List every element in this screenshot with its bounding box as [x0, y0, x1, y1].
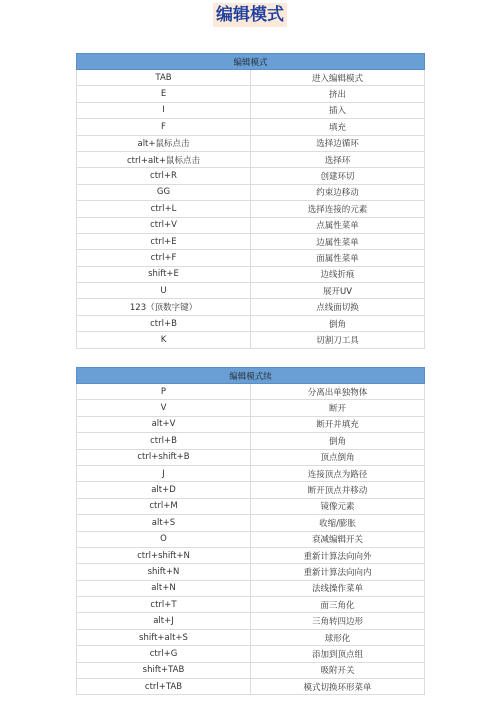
shortcut-action-cell: 选择边循环	[251, 135, 425, 151]
shortcut-table-edit-mode-continued	[76, 367, 425, 695]
shortcut-action-cell: 展开UV	[251, 283, 425, 299]
table-header: 编辑模式	[77, 54, 425, 70]
table-header-row	[77, 368, 425, 384]
shortcut-key-cell: F	[77, 119, 251, 135]
shortcut-key-cell: alt+D	[77, 482, 251, 498]
shortcut-action-cell: 面属性菜单	[251, 250, 425, 266]
shortcut-action-cell: 模式切换环形菜单	[251, 679, 425, 695]
table-header: 编辑模式续	[77, 368, 425, 384]
shortcut-key-cell: ctrl+TAB	[77, 679, 251, 695]
shortcut-key-cell: I	[77, 102, 251, 118]
table-row	[77, 250, 425, 266]
shortcut-action-cell: 球形化	[251, 629, 425, 645]
shortcut-action-cell: 连接顶点为路径	[251, 465, 425, 481]
shortcut-action-cell: 添加到顶点组	[251, 646, 425, 662]
shortcut-key-cell: alt+N	[77, 580, 251, 596]
shortcut-key-cell: ctrl+B	[77, 315, 251, 331]
shortcut-key-cell: alt+鼠标点击	[77, 135, 251, 151]
shortcut-key-cell: shift+E	[77, 266, 251, 282]
table-row	[77, 662, 425, 678]
shortcut-key-cell: alt+S	[77, 515, 251, 531]
table-row	[77, 679, 425, 695]
shortcut-key-cell: ctrl+L	[77, 201, 251, 217]
shortcut-action-cell: 断开并填充	[251, 416, 425, 432]
shortcut-action-cell: 约束边移动	[251, 184, 425, 200]
shortcut-key-cell: P	[77, 384, 251, 400]
shortcut-action-cell: 插入	[251, 102, 425, 118]
shortcut-key-cell: ctrl+shift+B	[77, 449, 251, 465]
table-row	[77, 564, 425, 580]
table-row	[77, 86, 425, 102]
shortcut-action-cell: 边线折痕	[251, 266, 425, 282]
shortcut-key-cell: ctrl+alt+鼠标点击	[77, 151, 251, 167]
shortcut-action-cell: 法线操作菜单	[251, 580, 425, 596]
shortcut-action-cell: 点属性菜单	[251, 217, 425, 233]
table-row	[77, 201, 425, 217]
table-row	[77, 299, 425, 315]
shortcut-key-cell: ctrl+shift+N	[77, 547, 251, 563]
shortcut-action-cell: 分离出单独物体	[251, 384, 425, 400]
shortcut-key-cell: ctrl+E	[77, 233, 251, 249]
shortcut-key-cell: K	[77, 332, 251, 348]
table-row	[77, 384, 425, 400]
table-row	[77, 70, 425, 86]
table-row	[77, 119, 425, 135]
table-row	[77, 515, 425, 531]
table-row	[77, 531, 425, 547]
shortcut-action-cell: 切割刀工具	[251, 332, 425, 348]
page-title-wrapper	[0, 3, 500, 27]
shortcut-key-cell: U	[77, 283, 251, 299]
shortcut-key-cell: ctrl+B	[77, 433, 251, 449]
shortcut-action-cell: 三角转四边形	[251, 613, 425, 629]
shortcut-key-cell: shift+alt+S	[77, 629, 251, 645]
shortcut-action-cell: 边属性菜单	[251, 233, 425, 249]
shortcut-key-cell: E	[77, 86, 251, 102]
page-title: 编辑模式	[213, 3, 287, 27]
shortcut-action-cell: 挤出	[251, 86, 425, 102]
table-row	[77, 332, 425, 348]
shortcut-action-cell: 进入编辑模式	[251, 70, 425, 86]
shortcut-action-cell: 收缩/膨胀	[251, 515, 425, 531]
shortcut-action-cell: 面三角化	[251, 597, 425, 613]
shortcut-action-cell: 重新计算法向向内	[251, 564, 425, 580]
shortcut-action-cell: 倒角	[251, 433, 425, 449]
table-row	[77, 646, 425, 662]
shortcut-action-cell: 断开顶点并移动	[251, 482, 425, 498]
table-row	[77, 597, 425, 613]
shortcut-key-cell: shift+N	[77, 564, 251, 580]
table-row	[77, 315, 425, 331]
shortcut-action-cell: 衰减编辑开关	[251, 531, 425, 547]
table-row	[77, 498, 425, 514]
shortcut-action-cell: 镜像元素	[251, 498, 425, 514]
shortcut-action-cell: 填充	[251, 119, 425, 135]
shortcut-key-cell: TAB	[77, 70, 251, 86]
table-row	[77, 547, 425, 563]
shortcut-table-edit-mode	[76, 53, 425, 349]
shortcut-action-cell: 倒角	[251, 315, 425, 331]
shortcut-action-cell: 重新计算法向向外	[251, 547, 425, 563]
table-row	[77, 482, 425, 498]
table-row	[77, 580, 425, 596]
shortcut-action-cell: 吸附开关	[251, 662, 425, 678]
shortcut-key-cell: ctrl+T	[77, 597, 251, 613]
table-row	[77, 613, 425, 629]
table-row	[77, 629, 425, 645]
table-row	[77, 449, 425, 465]
shortcut-action-cell: 创建环切	[251, 168, 425, 184]
shortcut-key-cell: shift+TAB	[77, 662, 251, 678]
shortcut-key-cell: alt+J	[77, 613, 251, 629]
shortcut-key-cell: ctrl+V	[77, 217, 251, 233]
table-row	[77, 217, 425, 233]
shortcut-action-cell: 选择环	[251, 151, 425, 167]
shortcut-key-cell: ctrl+R	[77, 168, 251, 184]
table-row	[77, 400, 425, 416]
shortcut-action-cell: 选择连接的元素	[251, 201, 425, 217]
shortcut-key-cell: J	[77, 465, 251, 481]
table-row	[77, 168, 425, 184]
shortcut-key-cell: O	[77, 531, 251, 547]
shortcut-key-cell: ctrl+M	[77, 498, 251, 514]
shortcut-key-cell: ctrl+G	[77, 646, 251, 662]
shortcut-key-cell: alt+V	[77, 416, 251, 432]
table-row	[77, 266, 425, 282]
shortcut-key-cell: V	[77, 400, 251, 416]
shortcut-action-cell: 断开	[251, 400, 425, 416]
table-row	[77, 184, 425, 200]
table-row	[77, 283, 425, 299]
table-row	[77, 416, 425, 432]
table-row	[77, 233, 425, 249]
shortcut-action-cell: 点线面切换	[251, 299, 425, 315]
shortcut-key-cell: ctrl+F	[77, 250, 251, 266]
table-row	[77, 433, 425, 449]
shortcut-action-cell: 顶点倒角	[251, 449, 425, 465]
table-row	[77, 465, 425, 481]
shortcut-key-cell: GG	[77, 184, 251, 200]
table-row	[77, 102, 425, 118]
shortcut-key-cell: 123（顶数字键）	[77, 299, 251, 315]
table-header-row	[77, 54, 425, 70]
table-row	[77, 151, 425, 167]
table-row	[77, 135, 425, 151]
